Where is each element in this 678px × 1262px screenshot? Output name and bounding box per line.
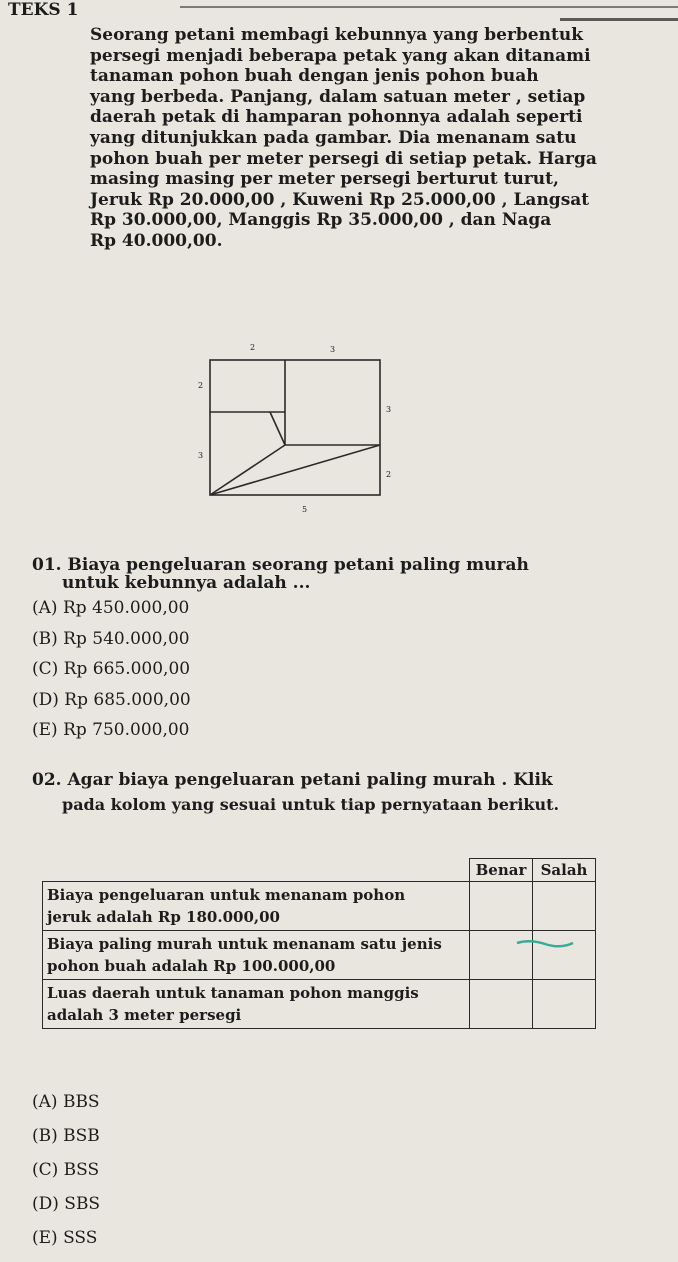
statement-3: Luas daerah untuk tanaman pohon manggis adalah 3 meter persegi xyxy=(43,980,470,1029)
option-b[interactable]: (B) BSB xyxy=(32,1126,100,1146)
cell-salah-1[interactable] xyxy=(533,882,596,931)
label-top-left: 2 xyxy=(250,343,256,352)
table-row xyxy=(43,980,596,1029)
cell-benar-3[interactable] xyxy=(470,980,533,1029)
paragraph-line: Rp 40.000,00. xyxy=(90,230,223,251)
paragraph-line: persegi menjadi beberapa petak yang akan ditanami xyxy=(90,45,591,66)
diagonal-3 xyxy=(270,412,285,445)
label-top-right: 3 xyxy=(330,345,336,354)
label-left-upper: 2 xyxy=(198,381,204,390)
question-1-line2: untuk kebunnya adalah ... xyxy=(62,573,311,593)
question-2-options xyxy=(32,1092,100,1262)
pen-mark xyxy=(515,938,575,948)
question-2-line2: pada kolom yang sesuai untuk tiap pernyataan berikut. xyxy=(62,795,560,814)
garden-diagram xyxy=(190,330,390,520)
table-row xyxy=(43,882,596,931)
paragraph-line: pohon buah per meter persegi di setiap petak. Harga xyxy=(90,148,597,169)
label-bottom: 5 xyxy=(302,505,308,514)
statement-table xyxy=(42,858,596,1029)
top-rule-thick xyxy=(560,18,678,21)
garden-outline xyxy=(210,360,380,495)
diagonal-2 xyxy=(210,445,380,495)
option-e[interactable]: (E) SSS xyxy=(32,1228,98,1248)
option-c[interactable]: (C) Rp 665.000,00 xyxy=(32,659,191,679)
header-benar: Benar xyxy=(470,859,533,882)
option-a[interactable]: (A) Rp 450.000,00 xyxy=(32,598,190,618)
statement-1: Biaya pengeluaran untuk menanam pohon jeruk adalah Rp 180.000,00 xyxy=(43,882,470,931)
label-right-lower: 2 xyxy=(386,470,392,479)
section-title: TEKS 1 xyxy=(8,0,79,20)
option-e[interactable]: (E) Rp 750.000,00 xyxy=(32,720,190,740)
question-2-line1: 02. Agar biaya pengeluaran petani paling murah . Klik xyxy=(32,770,553,790)
label-right-upper: 3 xyxy=(386,405,392,414)
paragraph-line: Rp 30.000,00, Manggis Rp 35.000,00 , dan Naga xyxy=(90,210,552,231)
option-b[interactable]: (B) Rp 540.000,00 xyxy=(32,628,190,649)
label-left-lower: 3 xyxy=(198,451,204,460)
paragraph-line: tanaman pohon buah dengan jenis pohon buah xyxy=(90,66,539,87)
option-a[interactable]: (A) BBS xyxy=(32,1092,100,1112)
option-d[interactable]: (D) Rp 685.000,00 xyxy=(32,689,191,710)
question-1-line1: 01. Biaya pengeluaran seorang petani paling murah xyxy=(32,555,529,575)
top-rule xyxy=(180,6,678,8)
statement-2: Biaya paling murah untuk menanam satu jenis pohon buah adalah Rp 100.000,00 xyxy=(43,931,470,980)
paragraph-line: masing masing per meter persegi berturut turut, xyxy=(90,169,559,190)
header-salah: Salah xyxy=(533,859,596,882)
diagonal-1 xyxy=(210,445,285,495)
problem-paragraph xyxy=(90,25,650,252)
table-row xyxy=(43,931,596,980)
cell-salah-3[interactable] xyxy=(533,980,596,1029)
cell-benar-1[interactable] xyxy=(470,882,533,931)
option-c[interactable]: (C) BSS xyxy=(32,1160,100,1180)
table-header-row xyxy=(43,859,596,882)
option-d[interactable]: (D) SBS xyxy=(32,1194,101,1214)
paragraph-line: yang berbeda. Panjang, dalam satuan meter , setiap xyxy=(90,86,586,107)
question-1-options xyxy=(32,598,191,751)
paragraph-line: yang ditunjukkan pada gambar. Dia menanam satu xyxy=(90,127,577,148)
paragraph-line: daerah petak di hamparan pohonnya adalah seperti xyxy=(90,107,583,128)
paragraph-line: Seorang petani membagi kebunnya yang berbentuk xyxy=(90,25,583,45)
paragraph-line: Jeruk Rp 20.000,00 , Kuweni Rp 25.000,00 , Langsat xyxy=(90,189,590,210)
